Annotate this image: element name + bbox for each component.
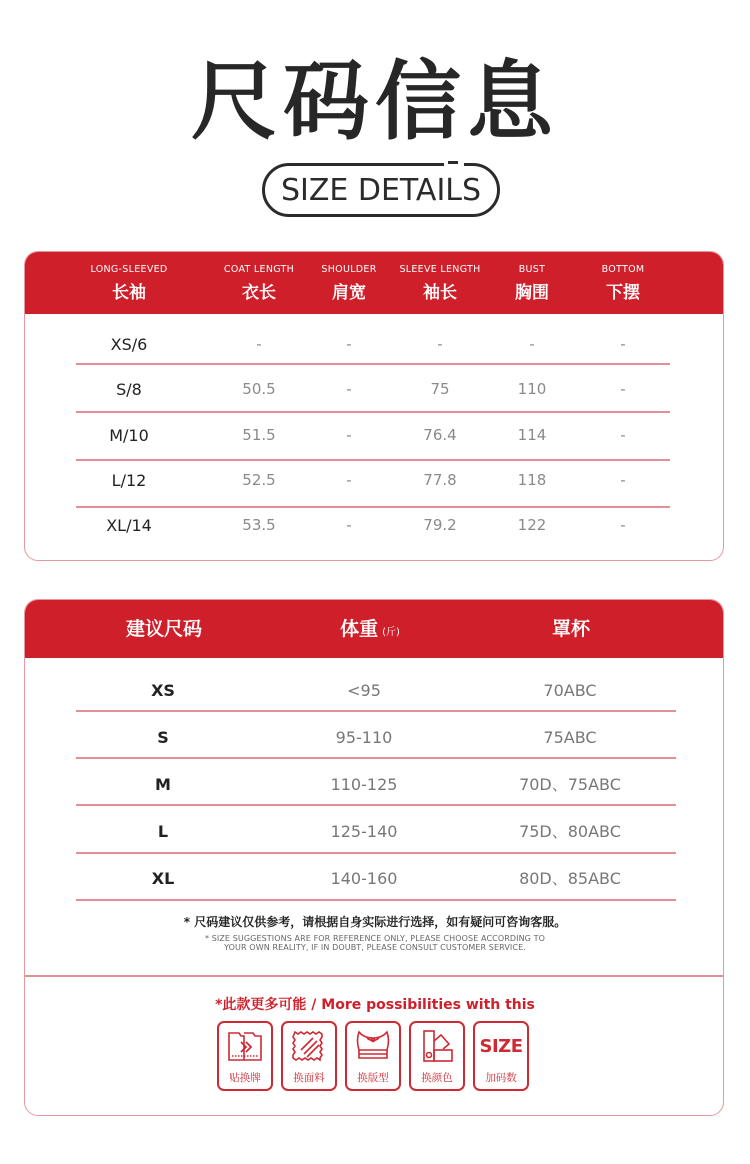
option-label: 换颜色 xyxy=(421,1072,453,1084)
cell-bottom: - xyxy=(620,471,626,489)
option-label: 换版型 xyxy=(357,1072,389,1084)
option-pattern-swap[interactable] xyxy=(345,1021,401,1091)
cell-shoulder: - xyxy=(346,516,352,534)
cell-size: M xyxy=(155,775,171,794)
cell-bust: 110 xyxy=(517,380,547,398)
col-header-long-sleeved xyxy=(90,264,167,303)
size-text-icon xyxy=(475,1026,527,1066)
garment-pattern-icon xyxy=(347,1026,399,1066)
cell-cup: 70D、75ABC xyxy=(519,775,621,794)
size-recommendation-table xyxy=(24,599,724,1116)
size-note-cn: * 尺码建议仅供参考，请根据自身实际进行选择，如有疑问可咨询客服。 xyxy=(183,915,567,929)
col-header-shoulder xyxy=(321,264,376,303)
cell-shoulder: - xyxy=(346,471,352,489)
cell-size: XL/14 xyxy=(106,516,152,535)
cell-cup: 75ABC xyxy=(543,728,597,747)
cell-size: M/10 xyxy=(109,426,149,445)
col-header-coat-length xyxy=(224,264,294,303)
size-note-en xyxy=(175,934,575,952)
col-header-cn: 衣长 xyxy=(241,283,276,303)
col-header-cup xyxy=(552,600,590,658)
cell-weight: 95-110 xyxy=(335,728,393,747)
col-header-bust xyxy=(515,264,549,303)
cell-size: XS/6 xyxy=(110,335,148,354)
col-header-unit: (斤) xyxy=(382,627,400,638)
cell-coat-length: 53.5 xyxy=(242,516,276,534)
section-divider xyxy=(25,975,724,977)
cell-bust: - xyxy=(529,335,535,353)
col-header-en: SHOULDER xyxy=(321,264,377,275)
cell-weight: 110-125 xyxy=(330,775,398,794)
table-header xyxy=(25,600,723,658)
table-row xyxy=(25,412,724,459)
option-label: 贴换牌 xyxy=(229,1072,261,1084)
cell-cup: 80D、85ABC xyxy=(519,869,621,888)
cell-sleeve-length: 76.4 xyxy=(423,426,457,444)
cell-bottom: - xyxy=(620,426,626,444)
cell-bottom: - xyxy=(620,335,626,353)
size-details-table xyxy=(24,251,724,561)
col-header-en: BUST xyxy=(518,264,546,275)
cell-sleeve-length: 77.8 xyxy=(423,471,457,489)
cell-shoulder: - xyxy=(346,380,352,398)
cell-coat-length: 51.5 xyxy=(242,426,276,444)
option-label: 换面料 xyxy=(293,1072,325,1084)
cell-bust: 122 xyxy=(517,516,547,534)
cell-shoulder: - xyxy=(346,426,352,444)
table-row xyxy=(25,321,724,368)
option-label: 加码数 xyxy=(485,1072,517,1084)
cell-bust: 114 xyxy=(517,426,547,444)
subtitle-pill xyxy=(262,163,500,217)
table-row xyxy=(25,667,724,714)
col-header-bottom xyxy=(602,264,645,303)
row-divider xyxy=(76,899,676,901)
cell-weight: 125-140 xyxy=(330,822,398,841)
row-divider xyxy=(76,804,676,806)
col-header-en: BOTTOM xyxy=(601,264,645,275)
cell-size: XS xyxy=(151,681,175,700)
cell-sleeve-length: 75 xyxy=(430,380,450,398)
col-header-sleeve-length xyxy=(399,264,480,303)
subtitle-text: SIZE DETAILS xyxy=(280,172,482,208)
col-header-label: 体重 xyxy=(340,618,379,640)
row-divider xyxy=(76,363,670,365)
table-row xyxy=(25,502,724,549)
option-add-size[interactable] xyxy=(473,1021,529,1091)
customization-options xyxy=(217,1021,529,1091)
table-row xyxy=(25,761,724,808)
cell-bottom: - xyxy=(620,516,626,534)
cell-shoulder: - xyxy=(346,335,352,353)
col-header-cn: 袖长 xyxy=(423,283,457,303)
col-header-en: LONG-SLEEVED xyxy=(90,264,168,275)
col-header-label: 罩杯 xyxy=(551,618,591,640)
note-en-line: * SIZE SUGGESTIONS ARE FOR REFERENCE ONLY, PLEASE CHOOSE ACCORDING TO xyxy=(204,934,546,943)
cell-size: XL xyxy=(151,869,175,888)
option-fabric-swap[interactable] xyxy=(281,1021,337,1091)
table-body xyxy=(25,314,724,549)
size-text: SIZE xyxy=(479,1035,523,1057)
cell-sleeve-length: - xyxy=(437,335,443,353)
col-header-en: SLEEVE LENGTH xyxy=(399,264,481,275)
fabric-swatch-icon xyxy=(283,1026,335,1066)
cell-coat-length: 50.5 xyxy=(242,380,276,398)
cell-size: L/12 xyxy=(111,471,147,490)
table-row xyxy=(25,366,724,413)
cell-size: S/8 xyxy=(116,380,142,399)
page-title: 尺码信息 xyxy=(191,52,559,152)
cell-sleeve-length: 79.2 xyxy=(423,516,457,534)
col-header-cn: 长袖 xyxy=(111,283,146,303)
cell-bust: 118 xyxy=(517,471,547,489)
row-divider xyxy=(76,710,676,712)
table-header xyxy=(25,252,723,314)
cell-cup: 75D、80ABC xyxy=(519,822,621,841)
cell-weight: <95 xyxy=(347,681,381,700)
option-color-swap[interactable] xyxy=(409,1021,465,1091)
col-header-cn: 下摆 xyxy=(606,283,640,303)
more-options-title: *此款更多可能 / More possibilities with this xyxy=(215,997,535,1013)
row-divider xyxy=(76,852,676,854)
table-row xyxy=(25,808,724,855)
cell-size: S xyxy=(157,728,169,747)
note-en-line: YOUR OWN REALITY, IF IN DOUBT, PLEASE CONSULT CUSTOMER SERVICE. xyxy=(224,943,526,952)
option-label-swap[interactable] xyxy=(217,1021,273,1091)
table-row xyxy=(25,714,724,761)
cell-cup: 70ABC xyxy=(543,681,597,700)
cell-size: L xyxy=(157,822,169,841)
table-row xyxy=(25,855,724,902)
cell-weight: 140-160 xyxy=(330,869,398,888)
col-header-cn: 肩宽 xyxy=(332,283,366,303)
table-row xyxy=(25,457,724,504)
cell-coat-length: 52.5 xyxy=(242,471,276,489)
col-header-cn: 胸围 xyxy=(515,283,549,303)
col-header-weight xyxy=(340,600,400,658)
cell-coat-length: - xyxy=(256,335,262,353)
col-header-suggested-size xyxy=(126,600,202,658)
label-swap-icon xyxy=(219,1026,271,1066)
color-palette-icon xyxy=(411,1026,463,1066)
cell-bottom: - xyxy=(620,380,626,398)
col-header-label: 建议尺码 xyxy=(125,618,203,640)
col-header-en: COAT LENGTH xyxy=(223,264,295,275)
row-divider xyxy=(76,757,676,759)
pill-decoration xyxy=(444,160,464,166)
